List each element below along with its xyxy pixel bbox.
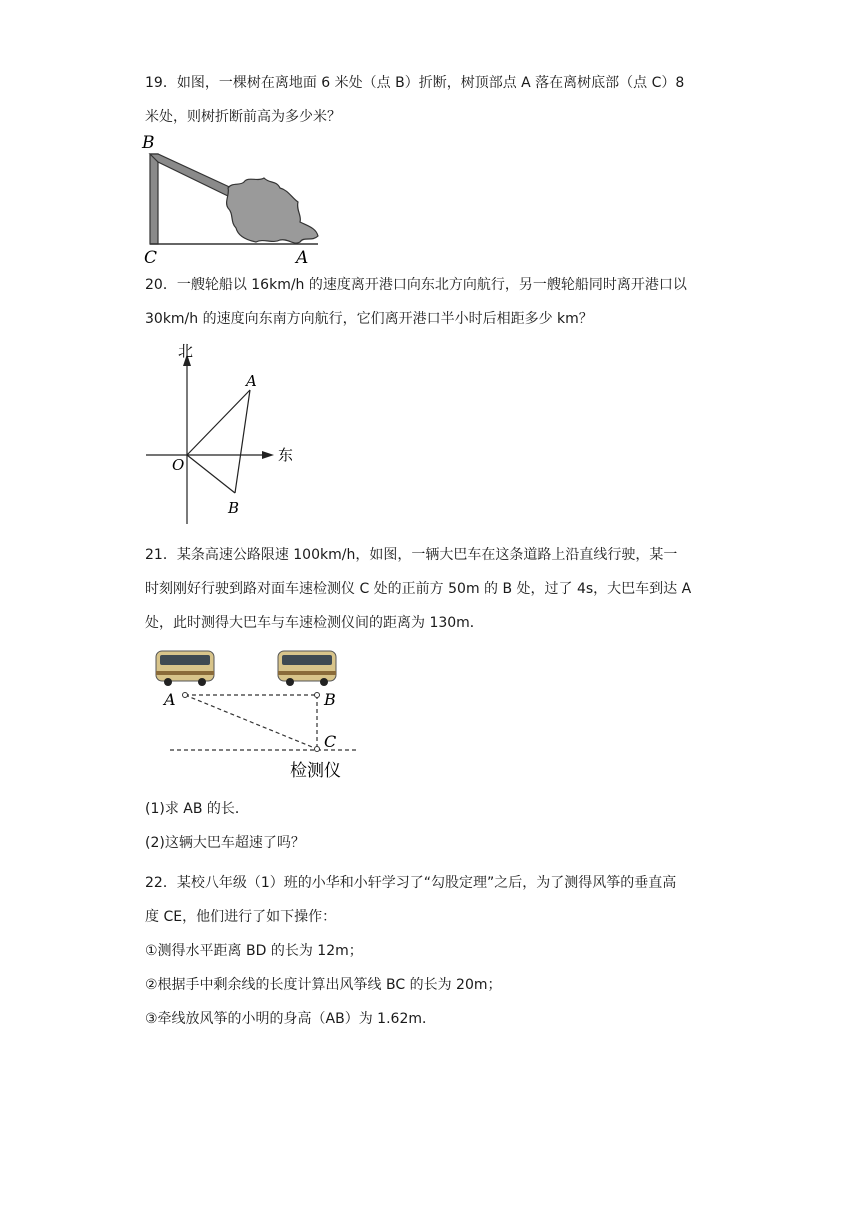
label-B: B — [324, 690, 336, 709]
q19-line2: 米处，则树折断前高为多少米？ — [145, 109, 341, 125]
q19-number: 19． — [145, 75, 177, 91]
tree-fallen-part — [150, 154, 236, 198]
east-arrow-icon — [262, 451, 274, 459]
q21-line1 — [145, 545, 725, 565]
label-B: B — [142, 133, 155, 153]
q21-line2: 时刻刚好行驶到路对面车速检测仪 C 处的正前方 50m 的 B 处，过了 4s，大巴车到达 A — [145, 581, 692, 597]
label-detector: 检测仪 — [290, 761, 341, 781]
label-A: A — [246, 372, 257, 390]
bus-icon-a — [156, 651, 214, 686]
q19-line1 — [145, 73, 725, 93]
tree-crown — [227, 178, 318, 243]
tree-trunk — [150, 154, 158, 244]
segment-OB — [187, 455, 235, 493]
q22-step3: ③牵线放风筝的小明的身高（AB）为 1.62m． — [145, 1011, 436, 1027]
q21-number: 21． — [145, 547, 177, 563]
q22-step2: ②根据手中剩余线的长度计算出风筝线 BC 的长为 20m； — [145, 977, 502, 993]
q21-bus-figure — [150, 645, 370, 785]
segment-AC — [185, 695, 317, 749]
q22-line2: 度 CE，他们进行了如下操作： — [145, 909, 337, 925]
label-east: 东 — [278, 446, 294, 464]
q19-text-1: 如图，一棵树在离地面 6 米处（点 B）折断，树顶部点 A 落在离树底部（点 C）8 — [176, 75, 685, 91]
label-A: A — [164, 690, 176, 709]
q19-tree-figure — [140, 132, 330, 267]
label-C: C — [144, 248, 158, 267]
q20-line1 — [145, 275, 725, 295]
point-C — [315, 747, 320, 752]
q22-step1: ①测得水平距离 BD 的长为 12m； — [145, 943, 363, 959]
q21-text-1: 某条高速公路限速 100km/h，如图，一辆大巴车在这条道路上沿直线行驶，某一 — [176, 547, 678, 563]
q20-line2: 30km/h 的速度向东南方向航行，它们离开港口半小时后相距多少 km？ — [145, 311, 593, 327]
q22-number: 22． — [145, 875, 177, 891]
point-A — [183, 693, 188, 698]
q21-sub1: (1)求 AB 的长． — [145, 801, 249, 817]
label-O: O — [172, 456, 185, 474]
label-north: 北 — [178, 342, 194, 360]
label-C: C — [324, 732, 337, 751]
segment-OA — [187, 390, 250, 455]
q21-sub2: (2)这辆大巴车超速了吗？ — [145, 835, 305, 851]
segment-AB — [235, 390, 250, 493]
label-A: A — [296, 248, 309, 267]
q20-text-1: 一艘轮船以 16km/h 的速度离开港口向东北方向航行，另一艘轮船同时离开港口以 — [176, 277, 687, 293]
q22-text-1: 某校八年级（1）班的小华和小轩学习了“勾股定理”之后，为了测得风筝的垂直高 — [176, 875, 677, 891]
q21-line3: 处，此时测得大巴车与车速检测仪间的距离为 130m． — [145, 615, 484, 631]
bus-icon-b — [278, 651, 336, 686]
q22-line1 — [145, 873, 725, 893]
q20-compass-figure — [140, 338, 300, 530]
q20-number: 20． — [145, 277, 177, 293]
point-B — [315, 693, 320, 698]
label-B: B — [228, 499, 240, 517]
